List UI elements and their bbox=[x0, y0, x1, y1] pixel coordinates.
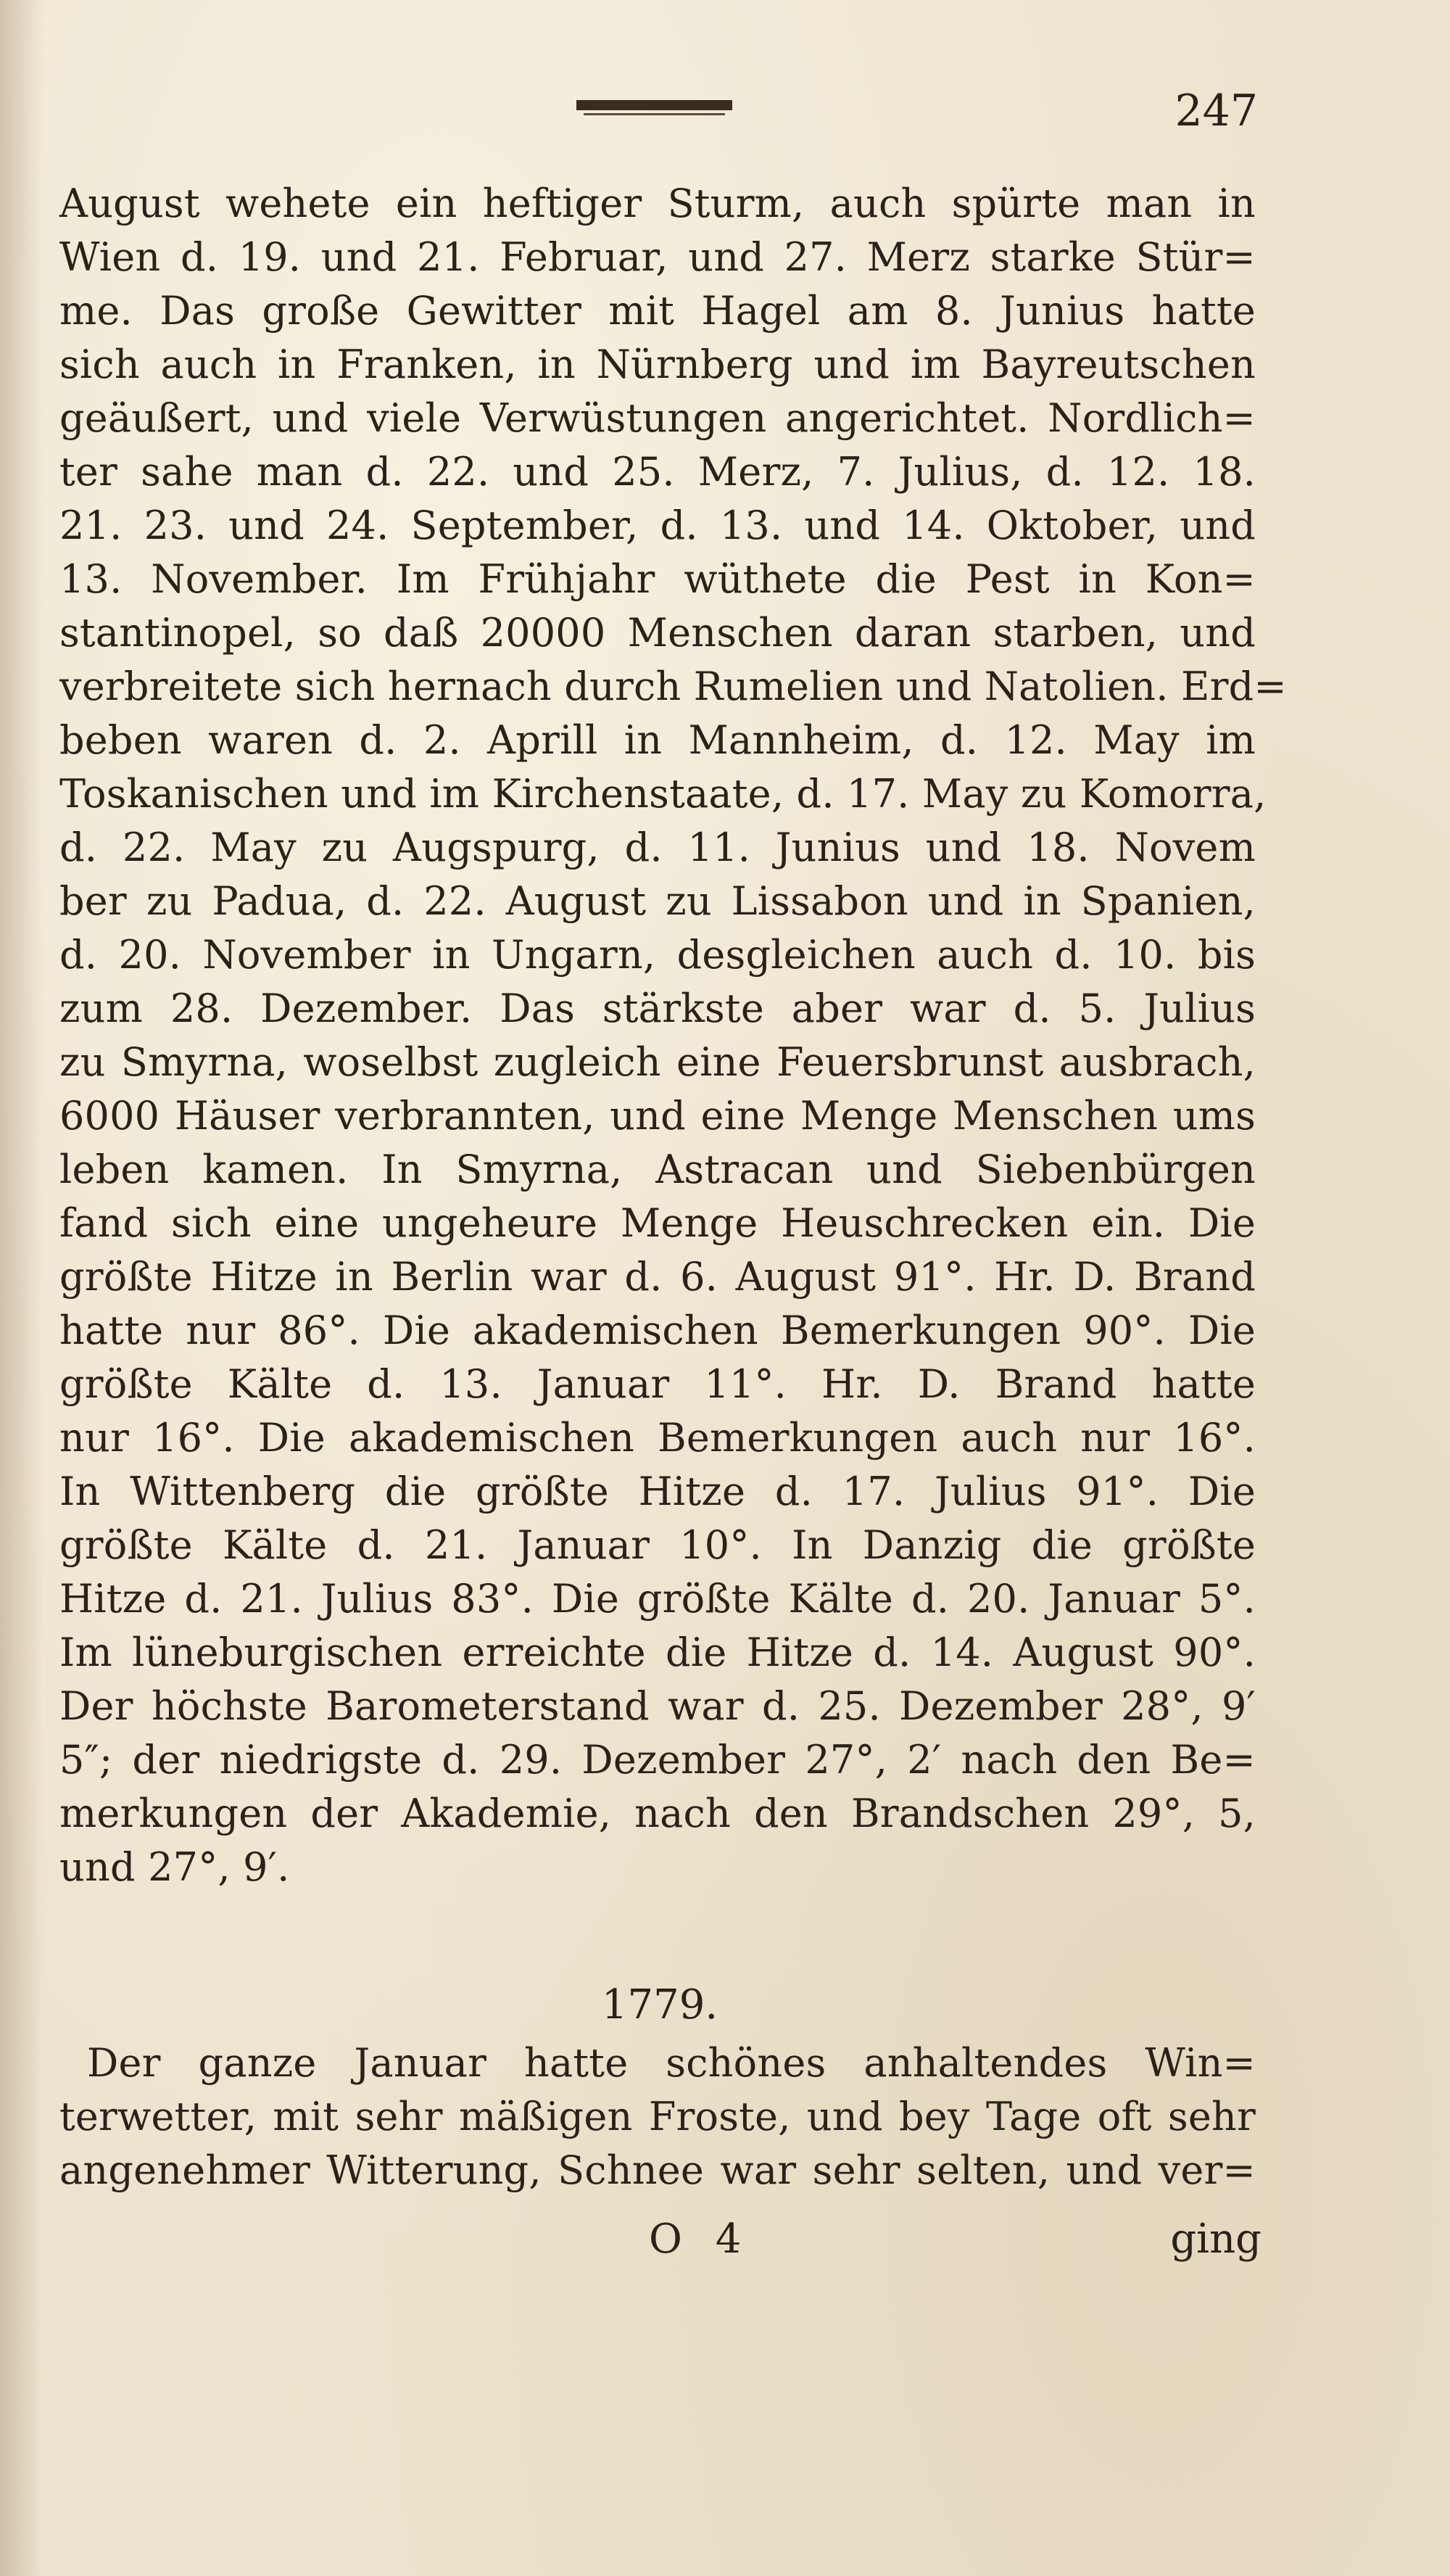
body-line: nur 16°. Die akademischen Bemerkungen auch nur 16°. bbox=[59, 1415, 1256, 1461]
body-line: d. 22. May zu Augspurg, d. 11. Junius und 18. Novem bbox=[59, 825, 1256, 870]
body-line: geäußert, und viele Verwüstungen angerichtet. Nordlich= bbox=[59, 395, 1256, 441]
body-line: ber zu Padua, d. 22. August zu Lissabon und in Spanien, bbox=[59, 878, 1256, 924]
body-line: größte Kälte d. 13. Januar 11°. Hr. D. Brand hatte bbox=[59, 1361, 1256, 1407]
body-line: sich auch in Franken, in Nürnberg und im Bayreutschen bbox=[59, 342, 1256, 387]
body-line: In Wittenberg die größte Hitze d. 17. Julius 91°. Die bbox=[59, 1469, 1256, 1514]
body-line: Wien d. 19. und 21. Februar, und 27. Merz starke Stür= bbox=[59, 234, 1256, 280]
body-line: 5″; der niedrigste d. 29. Dezember 27°, 2′ nach den Be= bbox=[59, 1737, 1256, 1783]
body-line: stantinopel, so daß 20000 Menschen daran starben, und bbox=[59, 610, 1256, 656]
year-paragraph-line: angenehmer Witterung, Schnee war sehr selten, und ver= bbox=[59, 2147, 1256, 2193]
catchword: ging bbox=[1170, 2216, 1262, 2263]
body-line: 13. November. Im Frühjahr wüthete die Pest in Kon= bbox=[59, 556, 1256, 602]
body-line: fand sich eine ungeheure Menge Heuschrecken ein. Die bbox=[59, 1200, 1256, 1246]
body-line: 21. 23. und 24. September, d. 13. und 14. Oktober, und bbox=[59, 503, 1256, 548]
body-line: Der höchste Barometerstand war d. 25. Dezember 28°, 9′ bbox=[59, 1683, 1256, 1729]
body-line: August wehete ein heftiger Sturm, auch spürte man in bbox=[59, 181, 1256, 226]
body-line: zu Smyrna, woselbst zugleich eine Feuersbrunst ausbrach, bbox=[59, 1039, 1256, 1085]
year-paragraph-line: terwetter, mit sehr mäßigen Froste, und bey Tage oft sehr bbox=[59, 2094, 1256, 2139]
body-line: größte Kälte d. 21. Januar 10°. In Danzig die größte bbox=[59, 1522, 1256, 1568]
spine-shadow bbox=[0, 0, 44, 2576]
page-number: 247 bbox=[1174, 86, 1258, 136]
body-line: leben kamen. In Smyrna, Astracan und Siebenbürgen bbox=[59, 1147, 1256, 1192]
body-line: Toskanischen und im Kirchenstaate, d. 17. May zu Komorra, bbox=[59, 771, 1267, 817]
body-line: me. Das große Gewitter mit Hagel am 8. Junius hatte bbox=[59, 288, 1256, 334]
year-heading: 1779. bbox=[601, 1981, 718, 2028]
body-line: Im lüneburgischen erreichte die Hitze d. 14. August 90°. bbox=[59, 1630, 1256, 1675]
body-line: zum 28. Dezember. Das stärkste aber war d. 5. Julius bbox=[59, 986, 1256, 1031]
signature-mark: O 4 bbox=[649, 2216, 742, 2263]
body-line: größte Hitze in Berlin war d. 6. August 91°. Hr. D. Brand bbox=[59, 1254, 1256, 1300]
body-line-final: und 27°, 9′. bbox=[59, 1844, 290, 1890]
header-rule bbox=[576, 100, 732, 110]
body-line: hatte nur 86°. Die akademischen Bemerkungen 90°. Die bbox=[59, 1308, 1256, 1353]
body-line: merkungen der Akademie, nach den Brandschen 29°, 5, bbox=[59, 1791, 1256, 1836]
body-line: d. 20. November in Ungarn, desgleichen auch d. 10. bis bbox=[59, 932, 1256, 978]
body-line: beben waren d. 2. Aprill in Mannheim, d. 12. May im bbox=[59, 717, 1256, 763]
body-line: ter sahe man d. 22. und 25. Merz, 7. Julius, d. 12. 18. bbox=[59, 449, 1256, 495]
body-line: Hitze d. 21. Julius 83°. Die größte Kälte d. 20. Januar 5°. bbox=[59, 1576, 1256, 1622]
body-line: 6000 Häuser verbrannten, und eine Menge Menschen ums bbox=[59, 1093, 1256, 1139]
year-paragraph-line: Der ganze Januar hatte schönes anhaltendes Win= bbox=[87, 2040, 1256, 2086]
body-line: verbreitete sich hernach durch Rumelien und Natolien. Erd= bbox=[59, 664, 1287, 709]
